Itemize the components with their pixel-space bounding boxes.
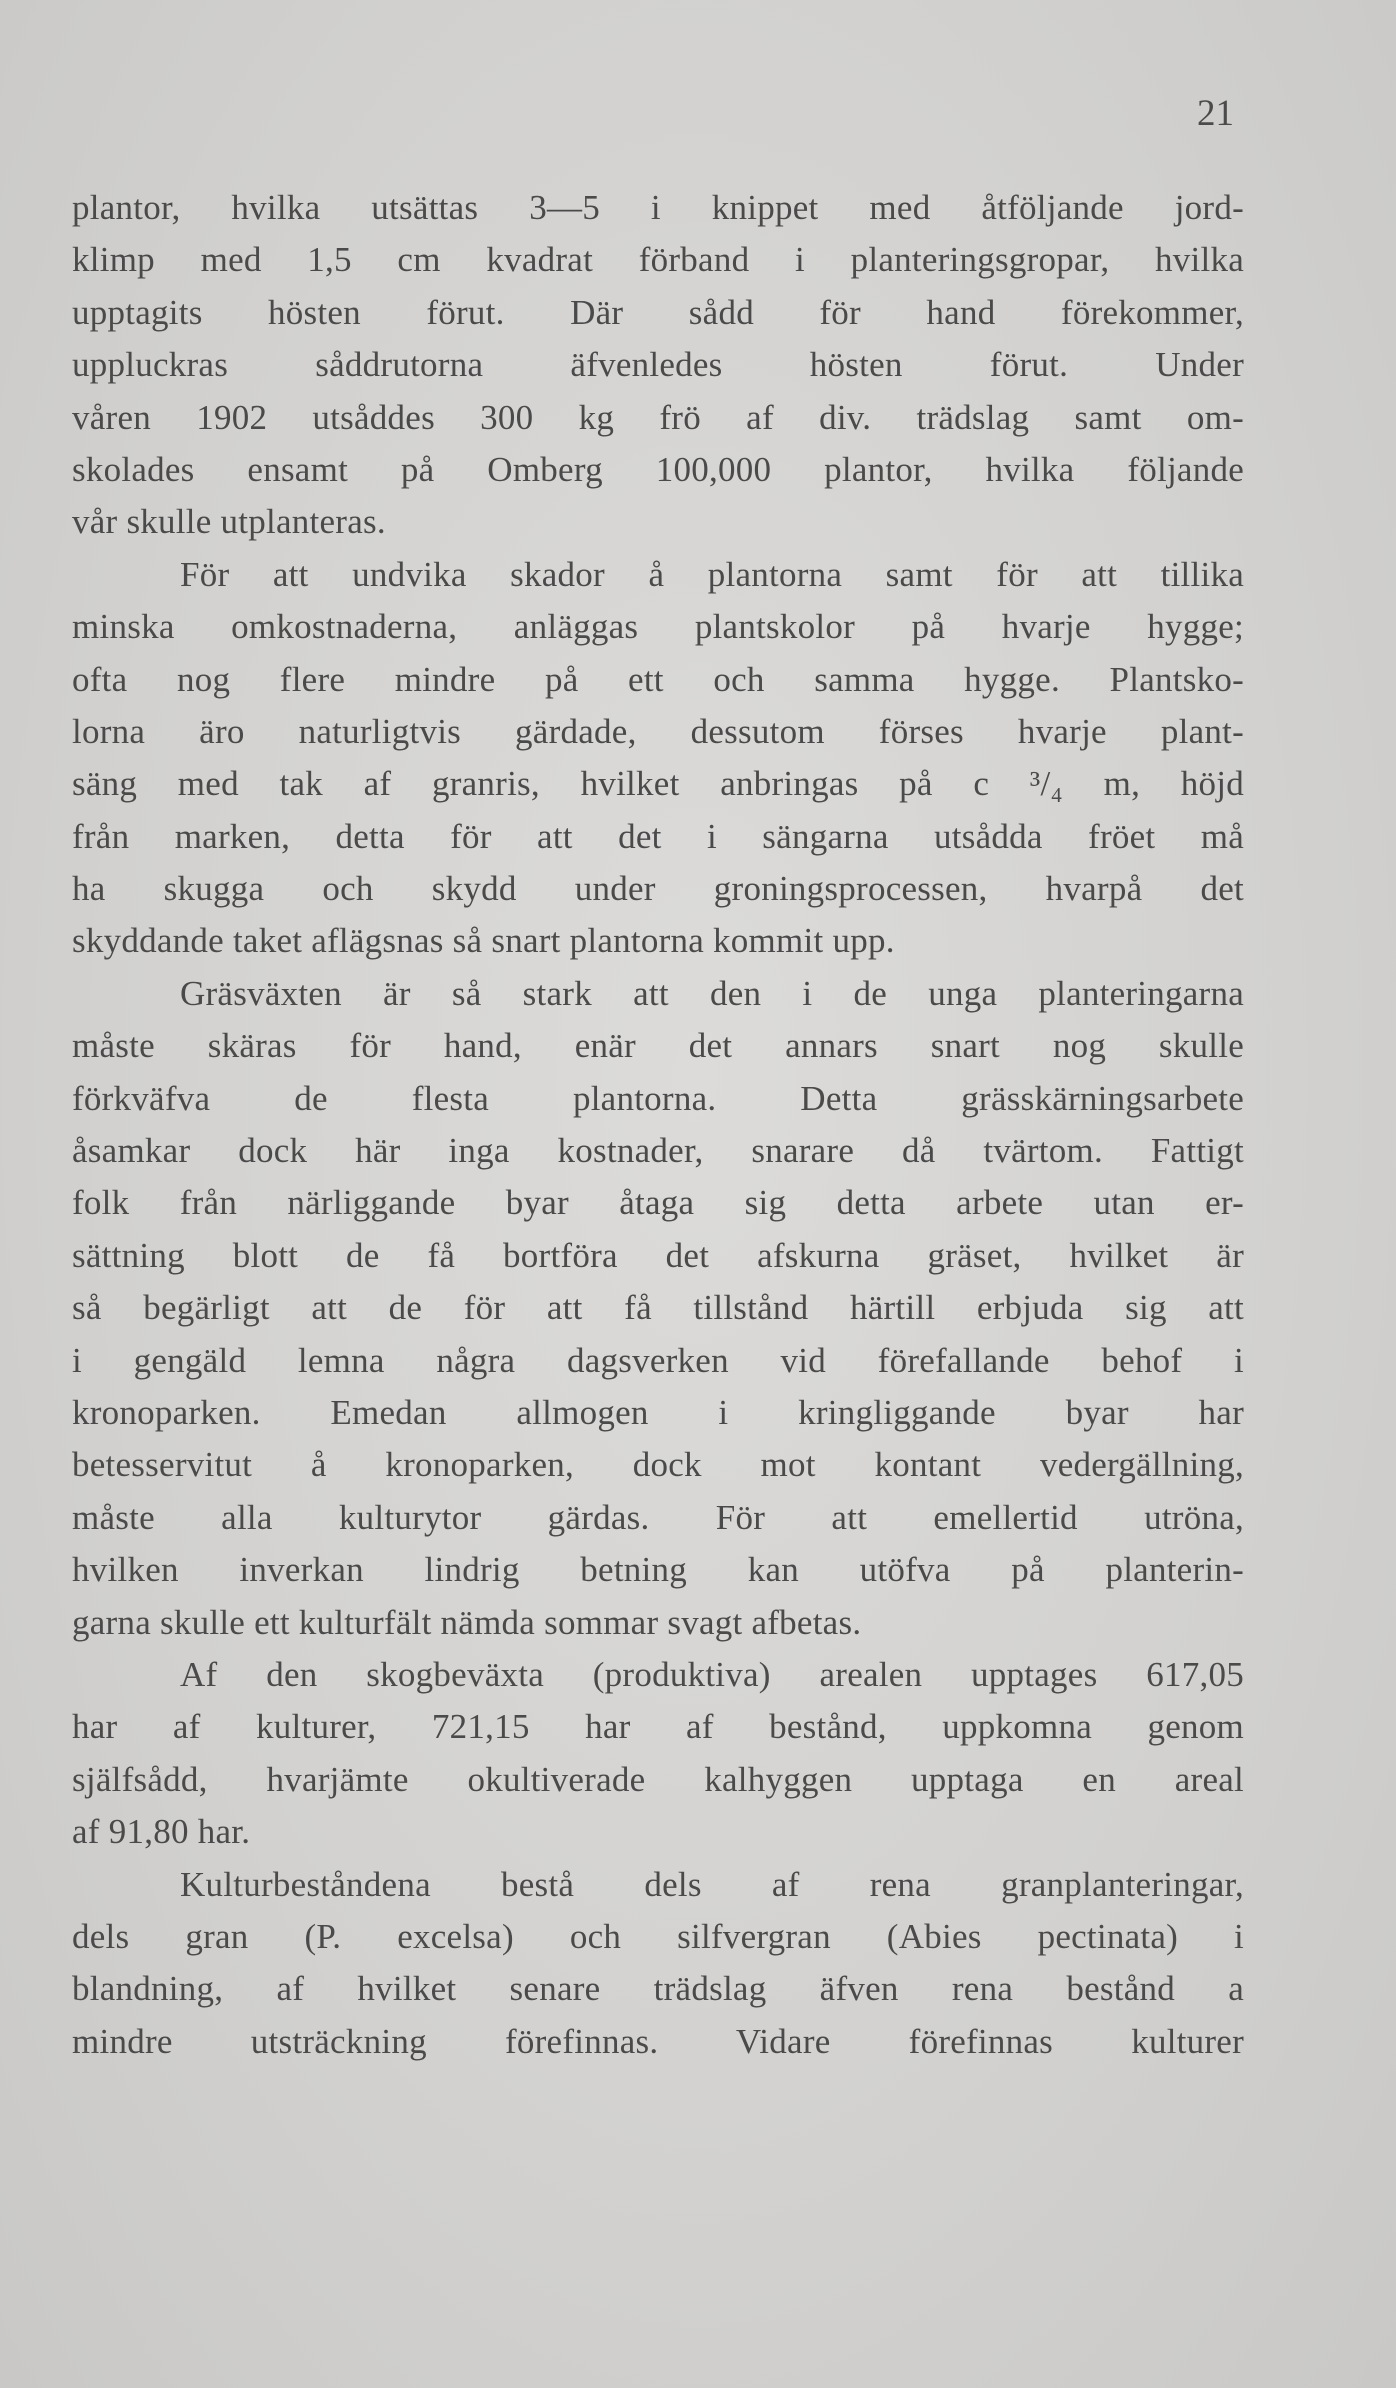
text-line: af 91,80 har. <box>72 1812 251 1852</box>
text-line: måste alla kulturytor gärdas. För att emellertid utröna, <box>72 1497 1244 1537</box>
text-line: själfsådd, hvarjämte okultiverade kalhyggen upptaga en areal <box>72 1759 1244 1799</box>
text-line: blandning, af hvilket senare trädslag äfven rena bestånd a <box>72 1969 1244 2009</box>
text-line: ofta nog flere mindre på ett och samma hygge. Plantsko- <box>72 659 1244 699</box>
text-line: dels gran (P. excelsa) och silfvergran (Abies pectinata) i <box>72 1916 1244 1956</box>
text-line: garna skulle ett kulturfält nämda sommar svagt afbetas. <box>72 1602 862 1642</box>
page-number: 21 <box>1197 93 1234 134</box>
text-line: våren 1902 utsåddes 300 kg frö af div. trädslag samt om- <box>72 397 1244 437</box>
text-line: kronoparken. Emedan allmogen i kringliggande byar har <box>72 1392 1244 1432</box>
text-line: uppluckras såddrutorna äfvenledes hösten förut. Under <box>72 345 1244 385</box>
text-line: Gräsväxten är så stark att den i de unga planteringarna <box>180 973 1244 1013</box>
text-line: Af den skogbeväxta (produktiva) arealen upptages 617,05 <box>180 1654 1244 1694</box>
text-line: minska omkostnaderna, anläggas plantskolor på hvarje hygge; <box>72 607 1244 647</box>
text-line: folk från närliggande byar åtaga sig detta arbete utan er- <box>72 1183 1244 1223</box>
text-line: betesservitut å kronoparken, dock mot kontant vedergällning, <box>72 1445 1244 1485</box>
body-text <box>72 182 1244 2068</box>
text-line: har af kulturer, 721,15 har af bestånd, uppkomna genom <box>72 1707 1244 1747</box>
text-line: måste skäras för hand, enär det annars snart nog skulle <box>72 1026 1244 1066</box>
text-line: i gengäld lemna några dagsverken vid förefallande behof i <box>72 1340 1244 1380</box>
text-line: skyddande taket aflägsnas så snart plantorna kommit upp. <box>72 921 895 961</box>
text-line: åsamkar dock här inga kostnader, snarare då tvärtom. Fattigt <box>72 1131 1244 1171</box>
text-line: från marken, detta för att det i sängarna utsådda fröet må <box>72 816 1244 856</box>
text-line: För att undvika skador å plantorna samt för att tillika <box>180 554 1244 594</box>
text-line: plantor, hvilka utsättas 3—5 i knippet med åtföljande jord- <box>72 188 1244 227</box>
text-line: mindre utsträckning förefinnas. Vidare förefinnas kulturer <box>72 2021 1244 2061</box>
text-line: vår skulle utplanteras. <box>72 502 386 542</box>
text-line: ha skugga och skydd under groningsprocessen, hvarpå det <box>72 869 1244 909</box>
text-line: förkväfva de flesta plantorna. Detta grässkärningsarbete <box>72 1078 1244 1118</box>
text-line: Kulturbeståndena bestå dels af rena granplanteringar, <box>180 1864 1244 1904</box>
text-line: hvilken inverkan lindrig betning kan utöfva på planterin- <box>72 1550 1244 1590</box>
text-line: sättning blott de få bortföra det afskurna gräset, hvilket är <box>72 1235 1244 1275</box>
text-line: skolades ensamt på Omberg 100,000 plantor, hvilka följande <box>72 449 1244 489</box>
text-line: säng med tak af granris, hvilket anbringas på c ³/₄ m, höjd <box>72 764 1244 804</box>
text-line: upptagits hösten förut. Där sådd för hand förekommer, <box>72 292 1244 332</box>
text-line: så begärligt att de för att få tillstånd härtill erbjuda sig att <box>72 1288 1244 1328</box>
text-line: klimp med 1,5 cm kvadrat förband i planteringsgropar, hvilka <box>72 240 1244 280</box>
text-line: lorna äro naturligtvis gärdade, dessutom förses hvarje plant- <box>72 711 1244 751</box>
